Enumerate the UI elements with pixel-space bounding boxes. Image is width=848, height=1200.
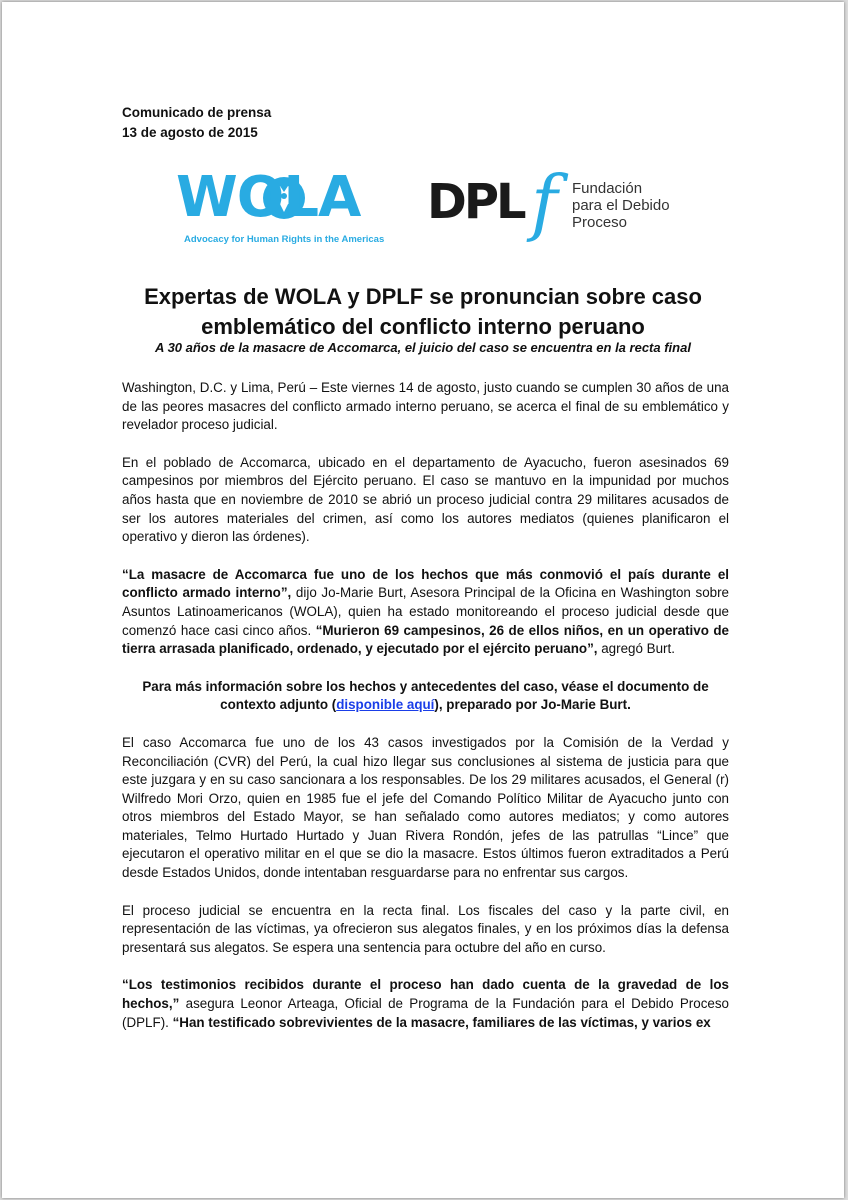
paragraph-2: En el poblado de Accomarca, ubicado en el departamento de Ayacucho, fueron asesinados 69 campesinos por miembros del Ejército peruano. El caso se mantuvo en la impunidad por muchos años hasta que en noviembre de 2010 se abrió un proceso judicial contra 29 militares acusados de ser los autores materiales del crimen, así como los autores mediatos (quienes planificaron el operativo y dieron las órdenes). [122, 454, 729, 545]
quote-arteaga-2: “Han testificado sobrevivientes de la masacre, familiares de las víctimas, y varios ex [172, 1014, 711, 1030]
logos-row [2, 160, 844, 250]
document-title: Expertas de WOLA y DPLF se pronuncian sobre caso emblemático del conflicto interno peruano [144, 284, 702, 339]
paragraph-7: “Los testimonios recibidos durante el proceso han dado cuenta de la gravedad de los hechos,” asegura Leonor Arteaga, Oficial de Programa de la Fundación para el Debido Proceso (DPLF). “Han testificado sobrevivientes de la masacre, familiares de las víctimas, y varios ex [122, 977, 729, 1030]
dplf-f-mark: f [531, 160, 558, 244]
quote-arteaga-1: “Los testimonios recibidos durante el proceso han dado cuenta de la gravedad de los hechos,” [122, 977, 729, 1012]
dplf-full-name: Fundación para el Debido Proceso [572, 180, 670, 231]
wola-tagline: Advocacy for Human Rights in the Americas [184, 234, 385, 245]
disponible-aqui-link[interactable]: disponible aquí [336, 697, 435, 713]
document-body [122, 379, 729, 1051]
paragraph-3: “La masacre de Accomarca fue uno de los hechos que más conmovió el país durante el conflicto armado interno”, dijo Jo-Marie Burt, Asesora Principal de la Oficina en Washington sobre Asuntos Latinoamericanos (WOLA), quien ha estado monitoreando el proceso judicial desde que comenzó hace casi cinco años. “Murieron 69 campesinos, 26 de ellos niños, en un operativo de tierra arrasada planificado, ordenado, y ejecutado por el ejército peruano”, agregó Burt. [122, 566, 729, 657]
document-page [2, 2, 844, 1198]
dplf-wordmark: DPL [427, 174, 524, 230]
wola-wordmark: WOLA [176, 165, 361, 230]
more-info-paragraph: Para más información sobre los hechos y antecedentes del caso, véase el documento de contexto adjunto (disponible aquí), preparado por Jo-Marie Burt. [142, 678, 709, 713]
wola-logo [176, 165, 396, 248]
quote-burt-1: “La masacre de Accomarca fue uno de los hechos que más conmovió el país durante el conflicto armado interno”, [122, 566, 729, 601]
paragraph-1: Washington, D.C. y Lima, Perú – Este viernes 14 de agosto, justo cuando se cumplen 30 años de una de las peores masacres del conflicto armado interno peruano, se acerca el final de su emblemático y revelador proceso judicial. [122, 380, 729, 433]
quote-burt-2: “Murieron 69 campesinos, 26 de ellos niños, en un operativo de tierra arrasada planificado, ordenado, y ejecutado por el ejército peruano”, [122, 622, 729, 657]
press-release-label: Comunicado de prensa [122, 105, 272, 120]
press-release-date: 13 de agosto de 2015 [122, 125, 258, 140]
paragraph-6: El proceso judicial se encuentra en la recta final. Los fiscales del caso y la parte civil, en representación de las víctimas, ya ofrecieron sus alegatos finales, y en los próximos días la defensa presentará sus alegatos. Se espera una sentencia para octubre del año en curso. [122, 902, 729, 955]
dplf-logo [427, 160, 707, 248]
paragraph-5: El caso Accomarca fue uno de los 43 casos investigados por la Comisión de la Verdad y Reconciliación (CVR) del Perú, la cual hizo llegar sus conclusiones al sistema de justicia para que este juzgara y en su caso sancionara a los responsables. De los 29 militares acusados, el General (r) Wilfredo Mori Orzo, quien en 1985 fue el jefe del Comando Político Militar de Ayacucho junto con otros miembros del Estado Mayor, se han señalado como autores mediatos; y como autores materiales, Telmo Hurtado Hurtado y Juan Rivera Rondón, jefes de las patrullas “Lince” que ejecutaron el operativo militar en el que se dio la masacre. Estos últimos fueron extraditados a Perú desde Estados Unidos, donde intentaban resguardarse para no enfrentar sus cargos. [122, 734, 729, 881]
document-subtitle: A 30 años de la masacre de Accomarca, el juicio del caso se encuentra en la recta final [155, 340, 691, 355]
press-release-header [122, 103, 271, 143]
